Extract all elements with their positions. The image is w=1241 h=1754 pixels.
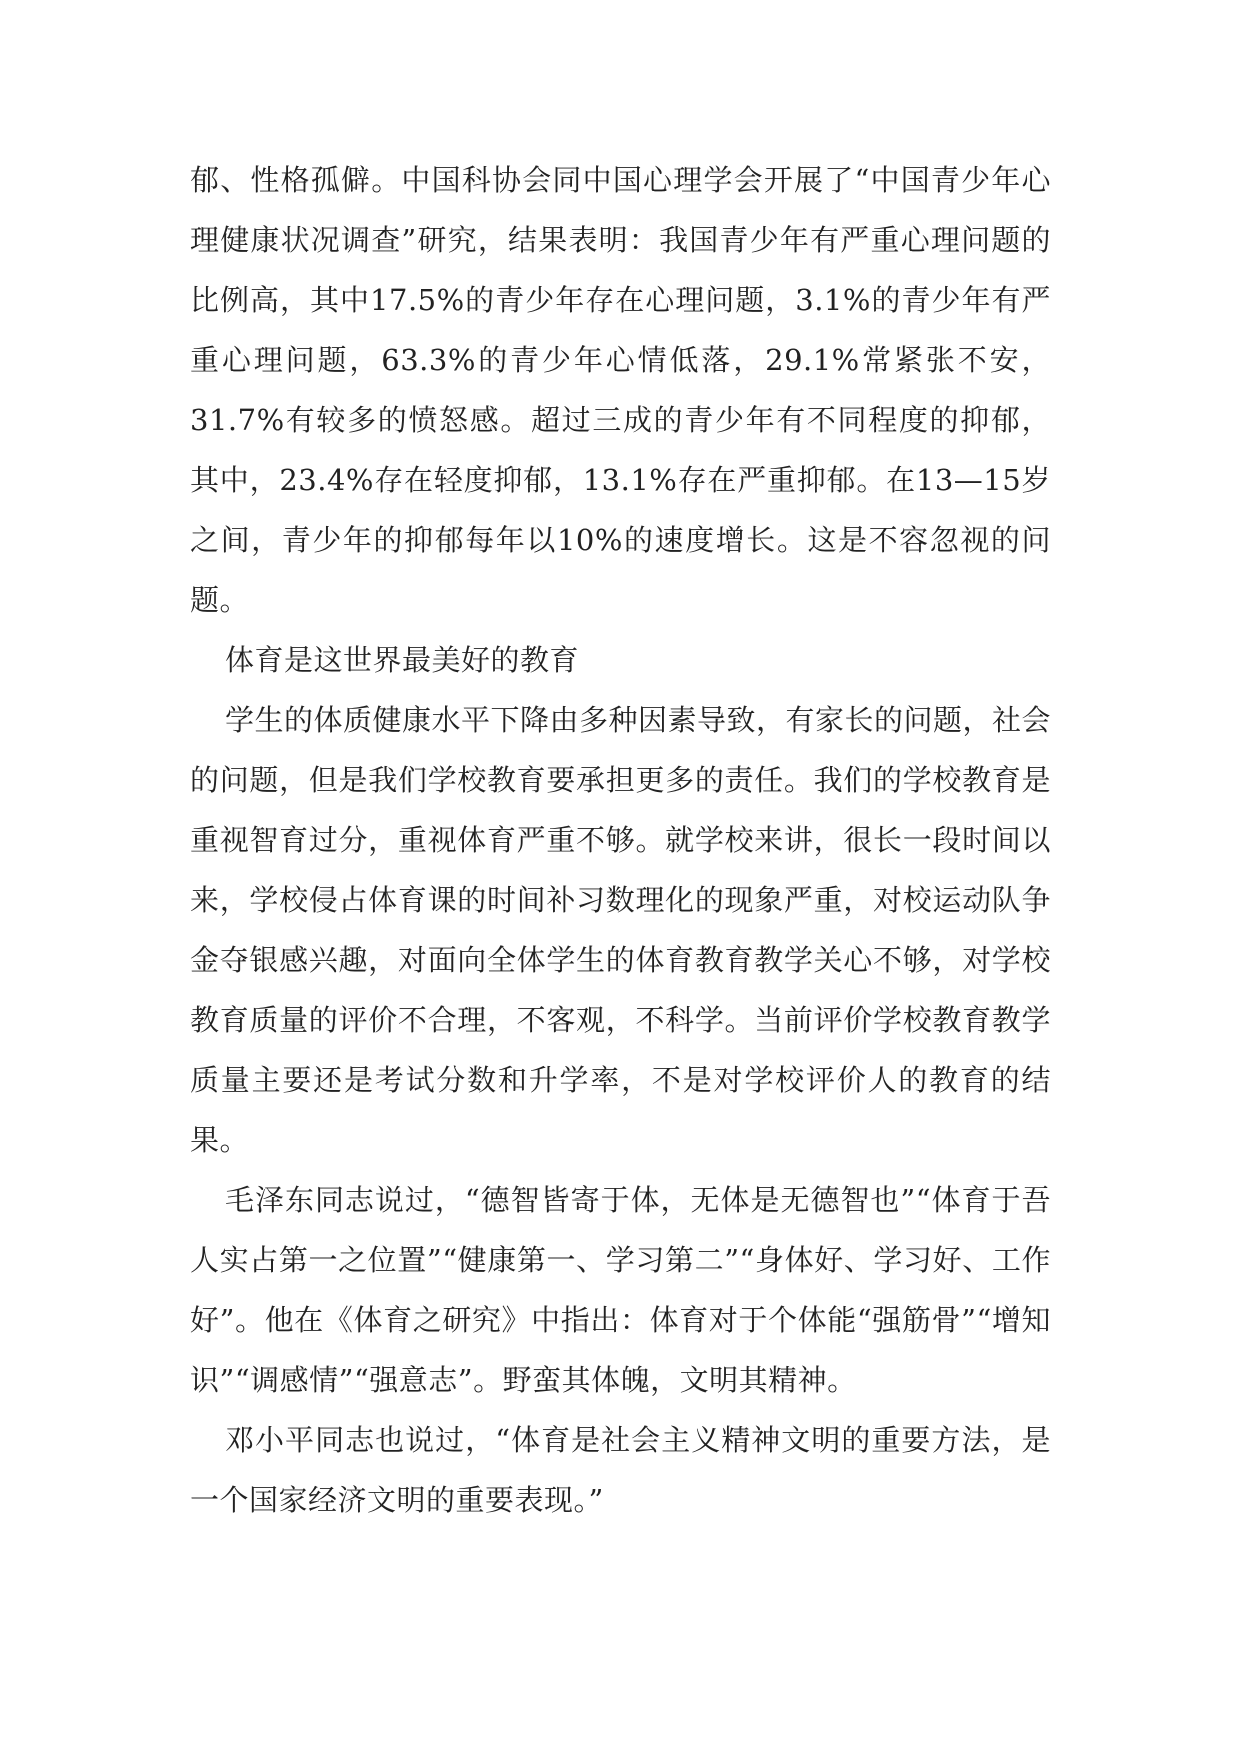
paragraph-school-responsibility: 学生的体质健康水平下降由多种因素导致，有家长的问题，社会的问题，但是我们学校教育要承担更多的责任。我们的学校教育是重视智育过分，重视体育严重不够。就学校来讲，很长一段时间以来，学校侵占体育课的时间补习数理化的现象严重，对校运动队争金夺银感兴趣，对面向全体学生的体育教育教学关心不够，对学校教育质量的评价不合理，不客观，不科学。当前评价学校教育教学质量主要还是考试分数和升学率，不是对学校评价人的教育的结果。 [190, 703, 1052, 1157]
paragraph-deng-xiaoping-quote: 邓小平同志也说过，“体育是社会主义精神文明的重要方法，是一个国家经济文明的重要表现。” [190, 1423, 1051, 1517]
paragraph-mao-zedong-quote: 毛泽东同志说过，“德智皆寄于体，无体是无德智也”“体育于吾人实占第一之位置”“健康第一、学习第二”“身体好、学习好、工作好”。他在《体育之研究》中指出：体育对于个体能“强筋骨”“增知识”“调感情”“强意志”。野蛮其体魄，文明其精神。 [190, 1183, 1051, 1397]
paragraph-depression-statistics: 郁、性格孤僻。中国科协会同中国心理学会开展了“中国青少年心理健康状况调查”研究，结果表明：我国青少年有严重心理问题的比例高，其中17.5%的青少年存在心理问题，3.1%的青少年有严重心理问题，63.3%的青少年心情低落，29.1%常紧张不安，31.7%有较多的愤怒感。超过三成的青少年有不同程度的抑郁，其中，23.4%存在轻度抑郁，13.1%存在严重抑郁。在13—15岁之间，青少年的抑郁每年以10%的速度增长。这是不容忽视的问题。 [190, 163, 1051, 617]
document-body [190, 150, 1051, 1530]
section-heading-sports-education: 体育是这世界最美好的教育 [225, 643, 580, 677]
